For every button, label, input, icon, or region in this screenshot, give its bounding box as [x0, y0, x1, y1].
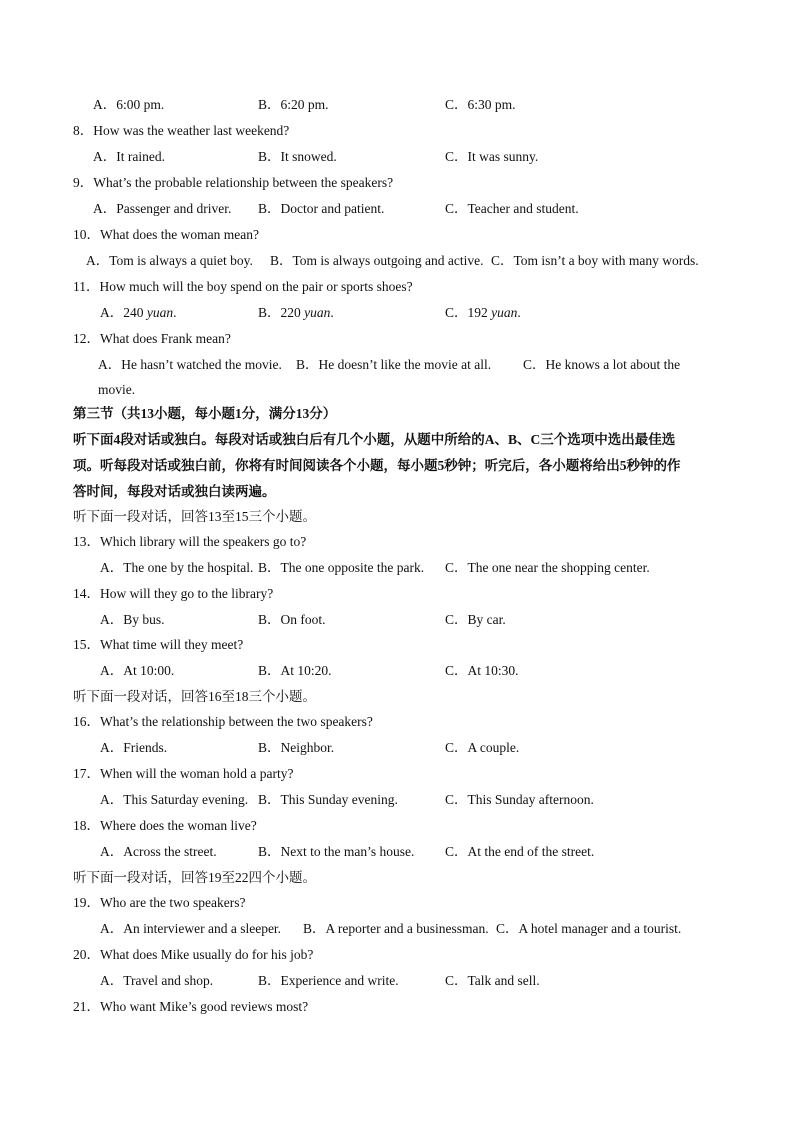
- option-a: A．An interviewer and a sleeper.: [100, 921, 282, 936]
- dialogue-note-1: 听下面一段对话，回答13至15三个小题。: [73, 509, 316, 524]
- option-b: B．Doctor and patient.: [258, 201, 385, 216]
- option-b: B．It snowed.: [258, 149, 337, 164]
- option-a: A．Travel and shop.: [100, 973, 214, 988]
- question-16-stem: 16．What’s the relationship between the two speakers?: [73, 714, 373, 729]
- option-b: B．A reporter and a businessman.: [303, 921, 489, 936]
- question-8-stem: 8．How was the weather last weekend?: [73, 123, 290, 138]
- unit-yuan: yuan: [491, 305, 518, 320]
- question-15-stem: 15．What time will they meet?: [73, 637, 244, 652]
- option-a: A．This Saturday evening.: [100, 792, 249, 807]
- question-7-options: [93, 97, 693, 113]
- question-18-options: [100, 844, 700, 860]
- option-b: B．220 yuan.: [258, 305, 334, 320]
- question-9-options: [93, 201, 693, 217]
- option-c: C．Talk and sell.: [445, 973, 540, 988]
- unit-yuan: yuan: [146, 305, 174, 320]
- question-13-stem: 13．Which library will the speakers go to?: [73, 534, 307, 549]
- option-a: A．The one by the hospital.: [100, 560, 254, 575]
- option-b: B．He doesn’t like the movie at all.: [296, 357, 492, 372]
- option-c: C．He knows a lot about the: [523, 357, 681, 372]
- option-b: B．Tom is always outgoing and active.: [270, 253, 484, 268]
- option-b: B．Neighbor.: [258, 740, 335, 755]
- question-12-option-c-wrap: movie.: [98, 382, 136, 397]
- option-a: A．Tom is always a quiet boy.: [86, 253, 253, 268]
- option-a: A．Across the street.: [100, 844, 217, 859]
- option-b: B．The one opposite the park.: [258, 560, 425, 575]
- option-b: B．At 10:20.: [258, 663, 332, 678]
- question-13-options: [100, 560, 700, 576]
- option-c: C．6:30 pm.: [445, 97, 516, 112]
- option-c: C．The one near the shopping center.: [445, 560, 650, 575]
- question-16-options: [100, 740, 700, 756]
- question-12-stem: 12．What does Frank mean?: [73, 331, 231, 346]
- option-b: B．On foot.: [258, 612, 326, 627]
- question-12-options: [98, 357, 718, 373]
- unit-yuan: yuan: [304, 305, 331, 320]
- question-19-stem: 19．Who are the two speakers?: [73, 895, 246, 910]
- option-a: A．6:00 pm.: [93, 97, 165, 112]
- option-c: C．A couple.: [445, 740, 520, 755]
- question-14-options: [100, 612, 700, 628]
- section-3-instructions-line-3: 答时间，每段对话或独白读两遍。: [73, 484, 276, 499]
- question-8-options: [93, 149, 693, 165]
- question-17-stem: 17．When will the woman hold a party?: [73, 766, 294, 781]
- option-a: A．Friends.: [100, 740, 168, 755]
- option-c: C．At the end of the street.: [445, 844, 595, 859]
- question-19-options: [100, 921, 720, 937]
- question-10-stem: 10．What does the woman mean?: [73, 227, 259, 242]
- dialogue-note-2: 听下面一段对话，回答16至18三个小题。: [73, 689, 316, 704]
- section-3-instructions-line-1: 听下面4段对话或独白。每段对话或独白后有几个小题，从题中所给的A、B、C三个选项中选出最佳选: [73, 432, 676, 447]
- section-3-title: 第三节（共13小题，每小题1分，满分13分）: [73, 406, 337, 421]
- option-c: C．This Sunday afternoon.: [445, 792, 594, 807]
- question-10-options: [86, 253, 726, 269]
- option-b: B．Experience and write.: [258, 973, 399, 988]
- question-18-stem: 18．Where does the woman live?: [73, 818, 257, 833]
- option-a: A．He hasn’t watched the movie.: [98, 357, 282, 372]
- section-3-instructions-line-2: 项。听每段对话或独白前，你将有时间阅读各个小题，每小题5秒钟；听完后，各小题将给出5秒钟的作: [73, 458, 681, 473]
- option-c: C．A hotel manager and a tourist.: [496, 921, 682, 936]
- question-20-options: [100, 973, 700, 989]
- option-c: C．By car.: [445, 612, 506, 627]
- question-11-options: [100, 305, 700, 321]
- question-15-options: [100, 663, 700, 679]
- option-a: A．By bus.: [100, 612, 165, 627]
- question-21-stem: 21．Who want Mike’s good reviews most?: [73, 999, 309, 1014]
- option-a: A．Passenger and driver.: [93, 201, 232, 216]
- question-11-stem: 11．How much will the boy spend on the pair or sports shoes?: [73, 279, 413, 294]
- question-17-options: [100, 792, 700, 808]
- question-9-stem: 9．What’s the probable relationship between the speakers?: [73, 175, 394, 190]
- option-c: C．It was sunny.: [445, 149, 539, 164]
- question-20-stem: 20．What does Mike usually do for his job?: [73, 947, 314, 962]
- dialogue-note-3: 听下面一段对话，回答19至22四个小题。: [73, 870, 316, 885]
- option-c: C．Teacher and student.: [445, 201, 579, 216]
- option-a: A．It rained.: [93, 149, 165, 164]
- question-14-stem: 14．How will they go to the library?: [73, 586, 274, 601]
- option-c: C．192 yuan.: [445, 305, 521, 320]
- option-b: B．Next to the man’s house.: [258, 844, 415, 859]
- option-c: C．At 10:30.: [445, 663, 519, 678]
- option-b: B．6:20 pm.: [258, 97, 329, 112]
- option-b: B．This Sunday evening.: [258, 792, 398, 807]
- option-c: C．Tom isn’t a boy with many words.: [491, 253, 699, 268]
- option-a: A．240 yuan.: [100, 305, 177, 320]
- option-a: A．At 10:00.: [100, 663, 175, 678]
